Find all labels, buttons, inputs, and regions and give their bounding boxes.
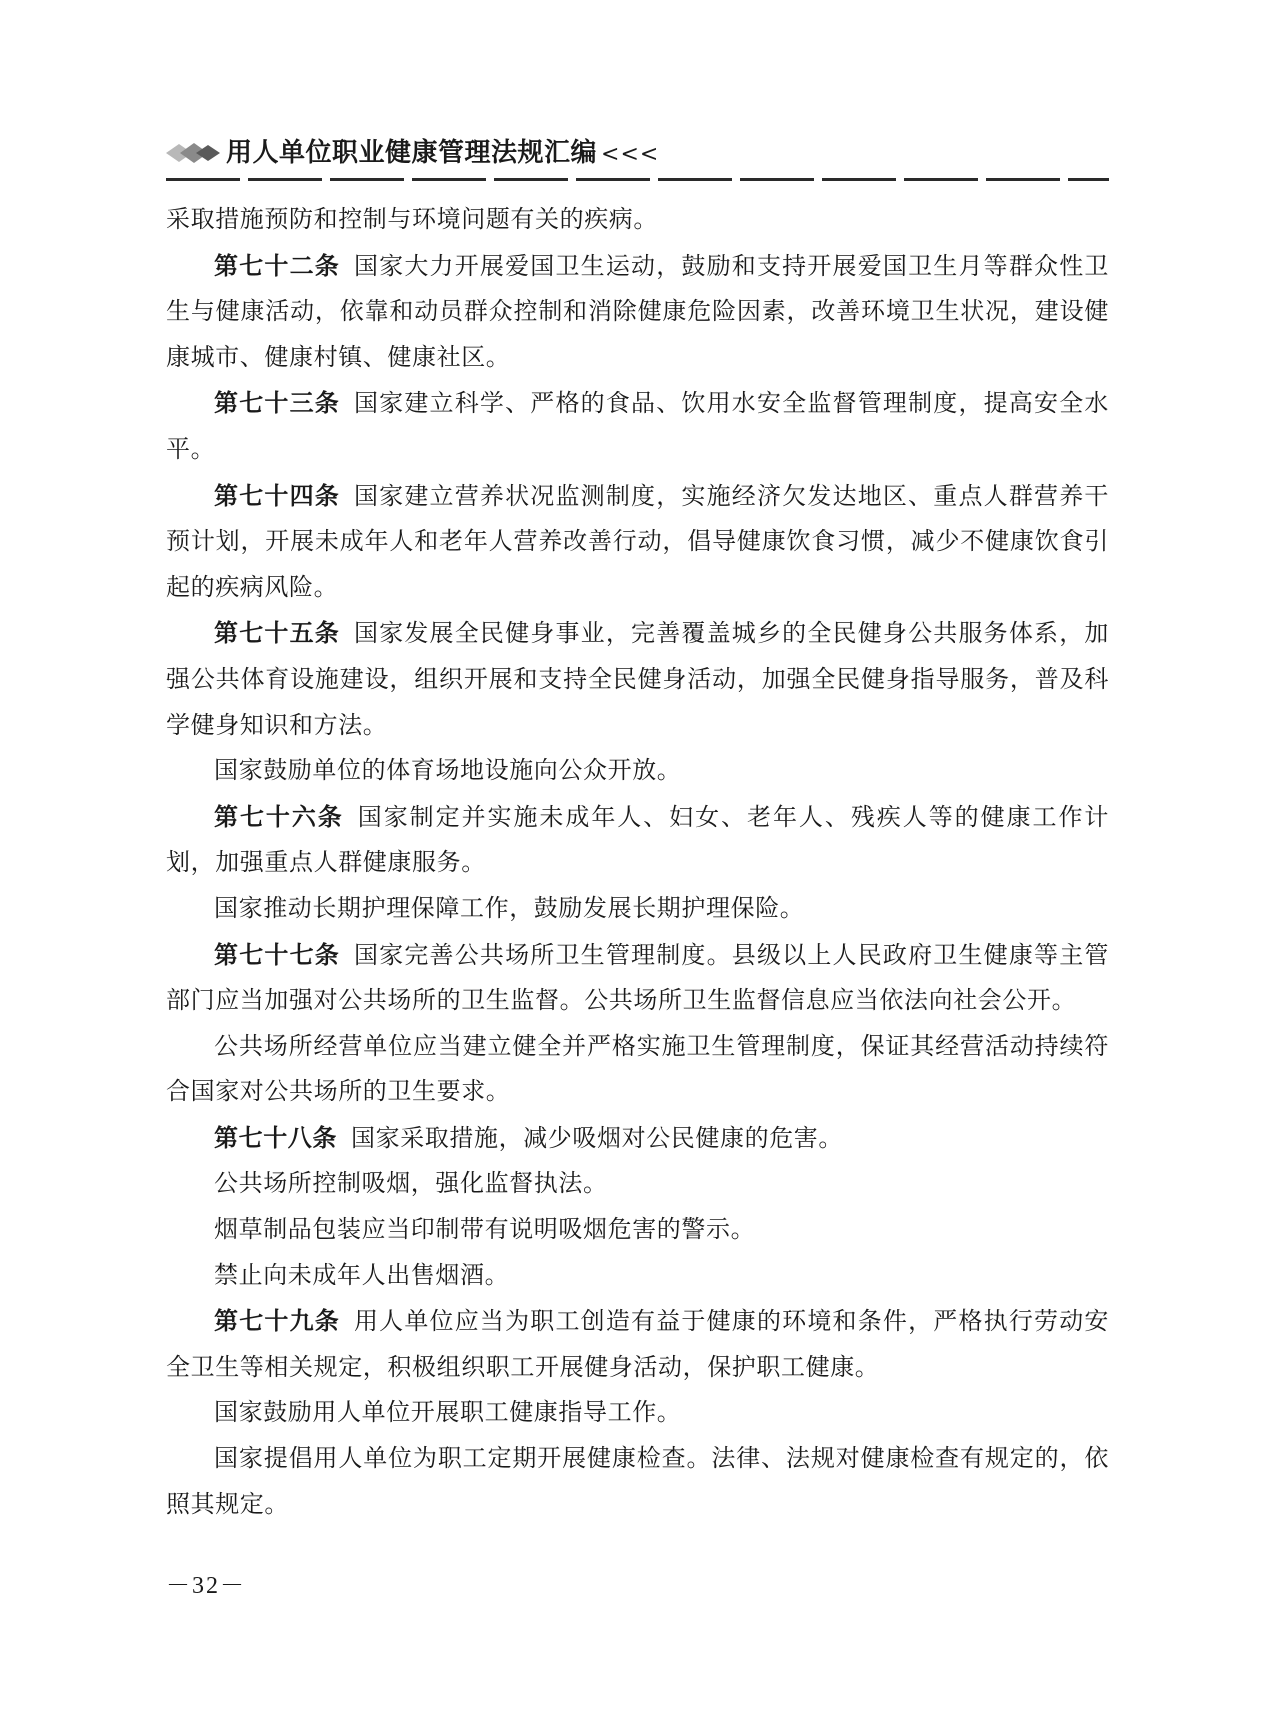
body-text	[166, 197, 1109, 1527]
header-title-text: 用人单位职业健康管理法规汇编	[226, 138, 598, 168]
paragraph	[166, 1390, 1109, 1436]
paragraph-text: 禁止向未成年人出售烟酒。	[214, 1260, 510, 1289]
paragraph	[166, 1207, 1109, 1253]
paragraph	[166, 748, 1109, 794]
double-diamond-icon	[166, 142, 220, 164]
paragraph-text: 国家发展全民健身事业，完善覆盖城乡的全民健身公共服务体系，加强公共体育设施建设，组织开展和支持全民健身活动，加强全民健身指导服务，普及科学健身知识和方法。	[166, 619, 1110, 739]
paragraph-text: 公共场所控制吸烟，强化监督执法。	[214, 1169, 608, 1198]
header-title	[226, 133, 659, 175]
paragraph-text: 国家完善公共场所卫生管理制度。县级以上人民政府卫生健康等主管部门应当加强对公共场所的卫生监督。公共场所卫生监督信息应当依法向社会公开。	[166, 940, 1110, 1015]
article-number: 第七十四条	[214, 480, 340, 510]
paragraph-text: 烟草制品包装应当印制带有说明吸烟危害的警示。	[214, 1215, 756, 1244]
paragraph-text: 国家鼓励用人单位开展职工健康指导工作。	[214, 1398, 682, 1427]
paragraph	[166, 1161, 1109, 1207]
article-paragraph	[166, 380, 1109, 472]
paragraph-text: 用人单位应当为职工创造有益于健康的环境和条件，严格执行劳动安全卫生等相关规定，积极组织职工开展健身活动，保护职工健康。	[166, 1307, 1110, 1381]
paragraph-text: 国家采取措施，减少吸烟对公民健康的危害。	[351, 1123, 843, 1152]
paragraph	[166, 197, 1109, 243]
article-paragraph	[166, 932, 1109, 1024]
page-number: －32－	[166, 1573, 246, 1599]
paragraph	[166, 1253, 1109, 1299]
paragraph	[166, 1024, 1109, 1115]
article-number: 第七十二条	[214, 250, 340, 280]
paragraph-text: 国家制定并实施未成年人、妇女、老年人、残疾人等的健康工作计划，加强重点人群健康服务。	[166, 802, 1110, 877]
article-paragraph	[166, 794, 1109, 886]
running-header	[166, 133, 1109, 183]
paragraph-text: 国家建立营养状况监测制度，实施经济欠发达地区、重点人群营养干预计划，开展未成年人和老年人营养改善行动，倡导健康饮食习惯，减少不健康饮食引起的疾病风险。	[166, 481, 1110, 601]
paragraph-text: 国家大力开展爱国卫生运动，鼓励和支持开展爱国卫生月等群众性卫生与健康活动，依靠和动员群众控制和消除健康危险因素，改善环境卫生状况，建设健康城市、健康村镇、健康社区。	[166, 251, 1110, 371]
article-paragraph	[166, 473, 1109, 611]
article-number: 第七十六条	[214, 801, 344, 831]
article-paragraph	[166, 1115, 1109, 1162]
paragraph-text: 国家推动长期护理保障工作，鼓励发展长期护理保险。	[214, 893, 805, 922]
article-paragraph	[166, 1298, 1109, 1390]
paragraph-text: 公共场所经营单位应当建立健全并严格实施卫生管理制度，保证其经营活动持续符合国家对公共场所的卫生要求。	[166, 1031, 1109, 1106]
paragraph-text: 采取措施预防和控制与环境问题有关的疾病。	[166, 205, 658, 233]
article-number: 第七十九条	[214, 1306, 340, 1336]
article-number: 第七十三条	[214, 388, 340, 418]
article-number: 第七十五条	[214, 618, 340, 648]
header-arrows: <<<	[601, 142, 660, 167]
paragraph-text: 国家建立科学、严格的食品、饮用水安全监督管理制度，提高安全水平。	[166, 389, 1110, 463]
article-paragraph	[166, 610, 1109, 748]
paragraph-text: 国家鼓励单位的体育场地设施向公众开放。	[214, 756, 682, 785]
article-number: 第七十七条	[214, 939, 340, 969]
paragraph	[166, 886, 1109, 932]
article-paragraph	[166, 243, 1109, 381]
paragraph	[166, 1436, 1109, 1527]
header-dashed-rule	[166, 178, 1109, 181]
article-number: 第七十八条	[214, 1122, 337, 1152]
paragraph-text: 国家提倡用人单位为职工定期开展健康检查。法律、法规对健康检查有规定的，依照其规定。	[166, 1444, 1109, 1518]
